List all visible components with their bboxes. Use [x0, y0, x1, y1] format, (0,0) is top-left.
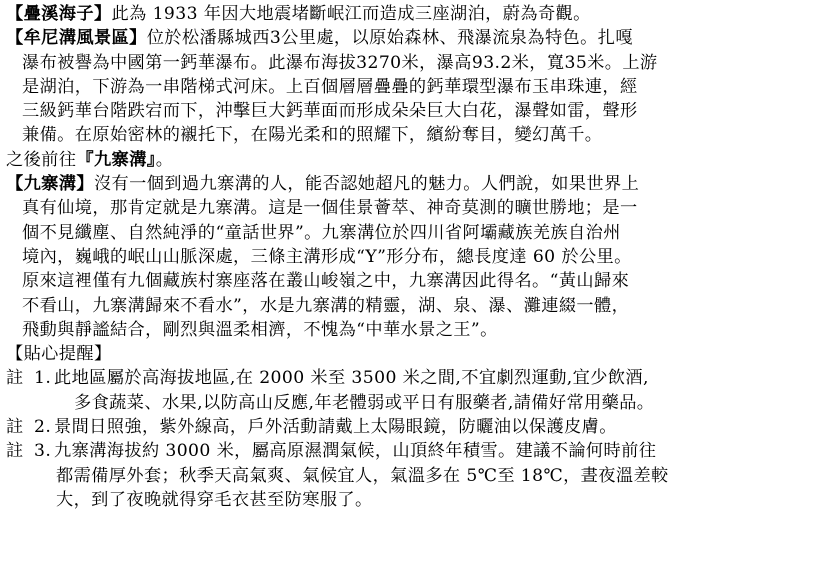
- note-text: 此地區屬於高海拔地區,在 2000 米至 3500 米之間,不宜劇烈運動,宜少飲酒,: [54, 368, 649, 389]
- diexi-paragraph: [6, 2, 824, 26]
- mounigou-line-2: 瀑布被譽為中國第一鈣華瀑布。此瀑布海拔3270米，瀑高93.2米，寬35米。上游: [22, 52, 658, 73]
- note-text-continued: 都需備厚外套；秋季天高氣爽、氣候宜人，氣溫多在 5℃至 18℃，晝夜溫差較: [56, 465, 669, 486]
- note-text: 景間日照強，紫外線高，戶外活動請戴上太陽眼鏡，防曬油以保護皮膚。: [54, 417, 617, 438]
- note-text-continued: 大，到了夜晚就得穿毛衣甚至防寒服了。: [56, 489, 373, 510]
- note-label: 註: [6, 441, 24, 462]
- note-number: 3.: [34, 441, 52, 462]
- note-number: 2.: [34, 417, 52, 438]
- jiuzhaigou-line-2: 真有仙境，那肯定就是九寨溝。這是一個佳景薈萃、神奇莫測的曠世勝地；是一: [22, 198, 638, 219]
- transition-suffix: 。: [155, 149, 174, 170]
- note-item: [6, 415, 824, 439]
- note-item: [6, 366, 824, 415]
- transition-line: [6, 148, 824, 172]
- jiuzhaigou-line-4: 境內，巍峨的岷山山脈深處，三條主溝形成“Y”形分布，總長度達 60 於公里。: [22, 246, 632, 267]
- diexi-heading: 【疊溪海子】: [6, 4, 112, 24]
- jiuzhaigou-line-5: 原來這裡僅有九個藏族村寨座落在叢山峻嶺之中，九寨溝因此得名。“黃山歸來: [22, 271, 630, 292]
- mounigou-heading: 【牟尼溝風景區】: [6, 28, 147, 49]
- note-item: [6, 439, 824, 512]
- mounigou-line-3: 是湖泊，下游為一串階梯式河床。上百個層層疊疊的鈣華環型瀑布玉串珠連，經: [22, 76, 638, 97]
- jiuzhaigou-line-6: 不看山，九寨溝歸來不看水”，水是九寨溝的精靈，湖、泉、瀑、灘連綴一體，: [22, 295, 630, 316]
- jiuzhaigou-paragraph: [6, 172, 824, 342]
- jiuzhaigou-line-7: 飛動與靜謐結合，剛烈與溫柔相濟，不愧為“中華水景之王”。: [22, 319, 498, 340]
- mounigou-line-1: 位於松潘縣城西3公里處，以原始森林、飛瀑流泉為特色。扎嘎: [146, 28, 633, 49]
- note-label: 註: [6, 417, 24, 438]
- transition-prefix: 之後前往: [6, 149, 77, 170]
- note-number: 1.: [34, 368, 52, 389]
- transition-place: 『九寨溝』: [76, 149, 156, 170]
- note-text: 九寨溝海拔約 3000 米，屬高原濕潤氣候，山頂終年積雪。建議不論何時前往: [54, 441, 657, 462]
- tips-notes: [6, 366, 824, 512]
- jiuzhaigou-line-3: 個不見纖塵、自然純淨的“童話世界”。九寨溝位於四川省阿壩藏族羌族自治州: [22, 222, 621, 243]
- jiuzhaigou-heading: 【九寨溝】: [6, 174, 94, 195]
- mounigou-paragraph: [6, 26, 824, 147]
- note-label: 註: [6, 368, 24, 389]
- mounigou-line-4: 三級鈣華台階跌宕而下，沖擊巨大鈣華面而形成朵朵巨大白花，瀑聲如雷，聲形: [22, 101, 638, 122]
- mounigou-line-5: 兼備。在原始密林的襯托下，在陽光柔和的照耀下，繽紛奪目，變幻萬千。: [22, 125, 603, 146]
- tips-heading: 【貼心提醒】: [6, 344, 112, 365]
- note-text-continued: 多食蔬菜、水果,以防高山反應,年老體弱或平日有服藥者,請備好常用藥品。: [74, 392, 655, 413]
- jiuzhaigou-line-1: 沒有一個到過九寨溝的人，能否認她超凡的魅力。人們說，如果世界上: [93, 174, 640, 195]
- diexi-text: 此為 1933 年因大地震堵斷岷江而造成三座湖泊，蔚為奇觀。: [111, 4, 591, 24]
